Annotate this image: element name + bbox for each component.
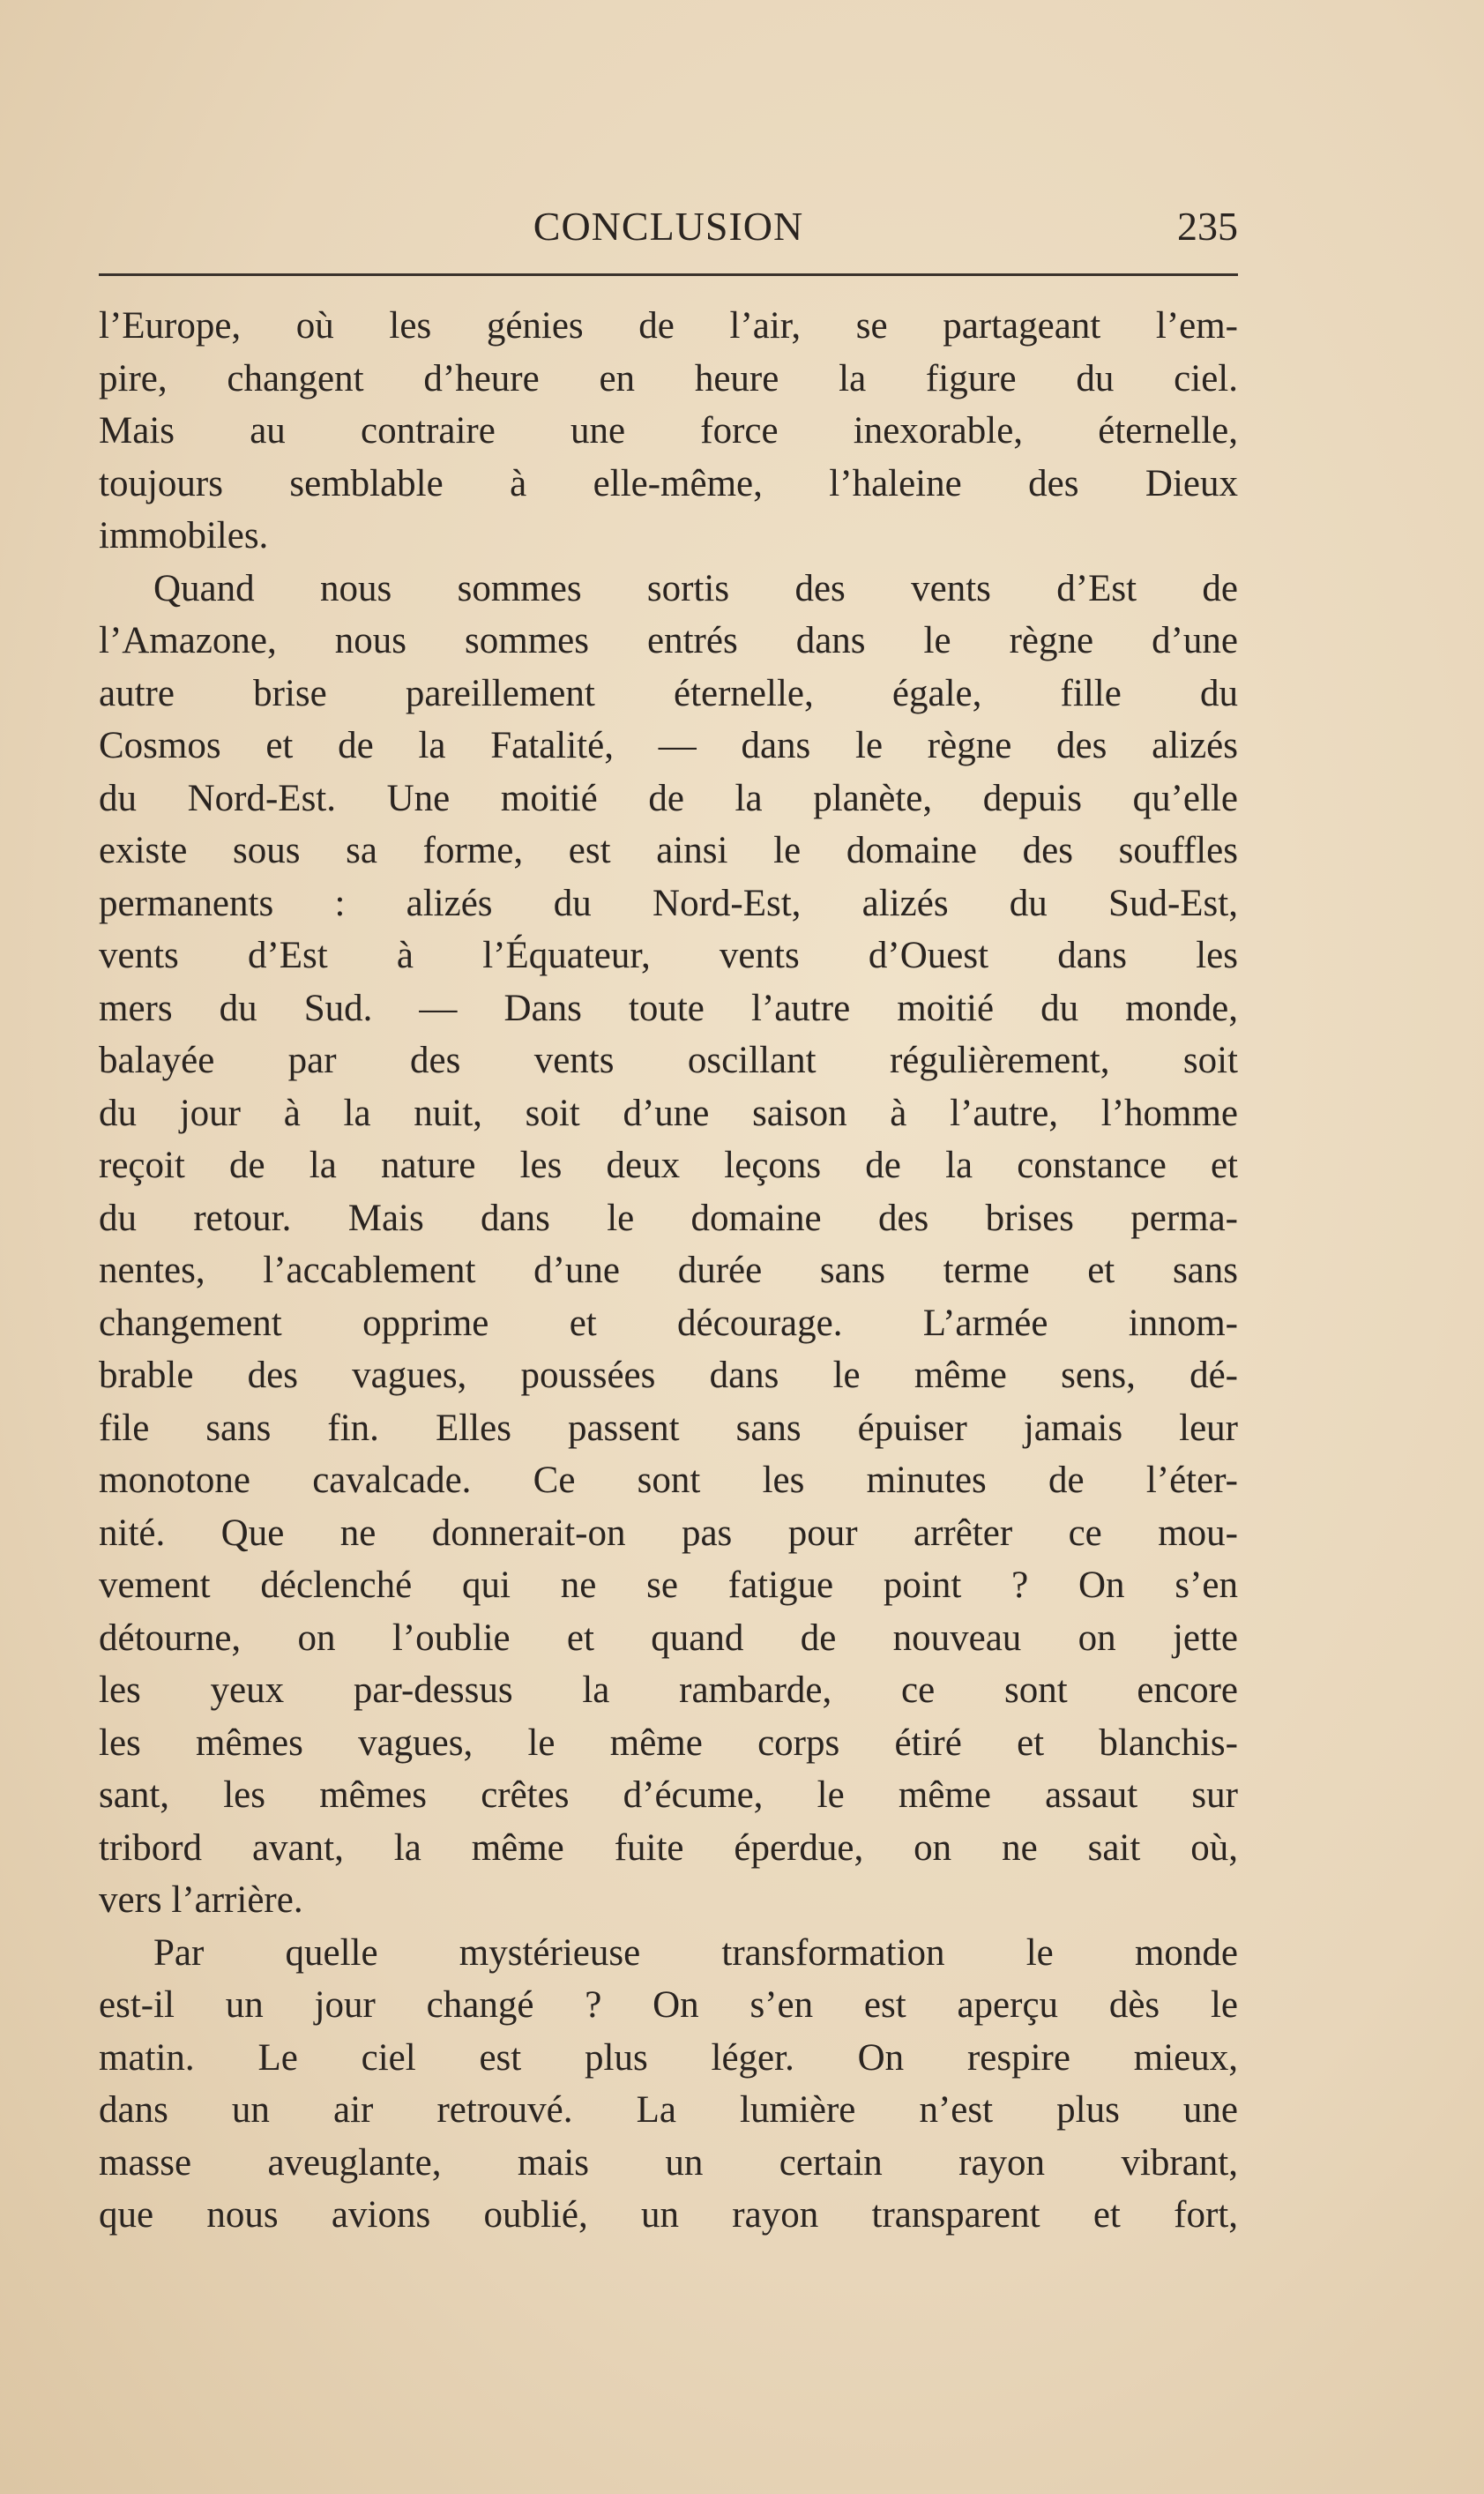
text-line: masse aveuglante, mais un certain rayon vibrant, — [99, 2141, 1238, 2184]
text-line: nité. Que ne donnerait-on pas pour arrêter ce mou- — [99, 1512, 1238, 1554]
text-line: balayée par des vents oscillant régulièrement, soit — [99, 1040, 1238, 1081]
text-line: permanents : alizés du Nord-Est, alizés du Sud-Est, — [99, 882, 1238, 924]
text-line: vement déclenché qui ne se fatigue point ? On s’en — [99, 1564, 1238, 1606]
text-line: Cosmos et de la Fatalité, — dans le règne des alizés — [99, 725, 1238, 766]
text-line: sant, les mêmes crêtes d’écume, le même assaut sur — [99, 1774, 1238, 1816]
text-line: dans un air retrouvé. La lumière n’est plus une — [99, 2089, 1238, 2131]
text-line: toujours semblable à elle-même, l’haleine des Dieux — [99, 462, 1238, 504]
text-line: détourne, on l’oublie et quand de nouveau on jette — [99, 1617, 1238, 1659]
page-header — [99, 203, 1238, 256]
text-line: l’Europe, où les génies de l’air, se partageant l’em- — [99, 305, 1238, 347]
text-line: l’Amazone, nous sommes entrés dans le règne d’une — [99, 620, 1238, 661]
text-line: tribord avant, la même fuite éperdue, on ne sait où, — [99, 1826, 1238, 1869]
paragraph-start-line: Quand nous sommes sortis des vents d’Est de — [153, 567, 1238, 609]
text-line: du retour. Mais dans le domaine des brises perma- — [99, 1197, 1238, 1239]
text-line: que nous avions oublié, un rayon transparent et fort, — [99, 2194, 1238, 2236]
text-line: monotone cavalcade. Ce sont les minutes de l’éter- — [99, 1460, 1238, 1501]
text-line: matin. Le ciel est plus léger. On respire mieux, — [99, 2036, 1238, 2079]
text-line: autre brise pareillement éternelle, égale, fille du — [99, 672, 1238, 714]
text-line: reçoit de la nature les deux leçons de la constance et — [99, 1145, 1238, 1186]
text-line: pire, changent d’heure en heure la figure du ciel. — [99, 357, 1238, 399]
page-number: 235 — [1177, 204, 1238, 249]
text-line: immobiles. — [99, 515, 269, 556]
text-line: nentes, l’accablement d’une durée sans terme et sans — [99, 1250, 1238, 1291]
text-line: les mêmes vagues, le même corps étiré et blanchis- — [99, 1721, 1238, 1764]
running-title: CONCLUSION — [533, 204, 804, 249]
text-line: brable des vagues, poussées dans le même sens, dé- — [99, 1355, 1238, 1396]
text-line: existe sous sa forme, est ainsi le domaine des souffles — [99, 830, 1238, 871]
text-line: est-il un jour changé ? On s’en est aperçu dès le — [99, 1984, 1238, 2026]
text-line: changement opprime et décourage. L’armée innom- — [99, 1302, 1238, 1344]
header-rule — [99, 273, 1238, 276]
text-line: du Nord-Est. Une moitié de la planète, depuis qu’elle — [99, 777, 1238, 819]
text-line: vers l’arrière. — [99, 1879, 303, 1921]
text-line: Mais au contraire une force inexorable, éternelle, — [99, 410, 1238, 452]
text-line: file sans fin. Elles passent sans épuiser jamais leur — [99, 1407, 1238, 1449]
text-line: du jour à la nuit, soit d’une saison à l’autre, l’homme — [99, 1092, 1238, 1134]
text-line: les yeux par-dessus la rambarde, ce sont encore — [99, 1669, 1238, 1711]
text-line: mers du Sud. — Dans toute l’autre moitié du monde, — [99, 987, 1238, 1029]
paragraph-start-line: Par quelle mystérieuse transformation le monde — [153, 1931, 1238, 1974]
text-line: vents d’Est à l’Équateur, vents d’Ouest dans les — [99, 935, 1238, 976]
body-text — [99, 300, 1238, 2242]
